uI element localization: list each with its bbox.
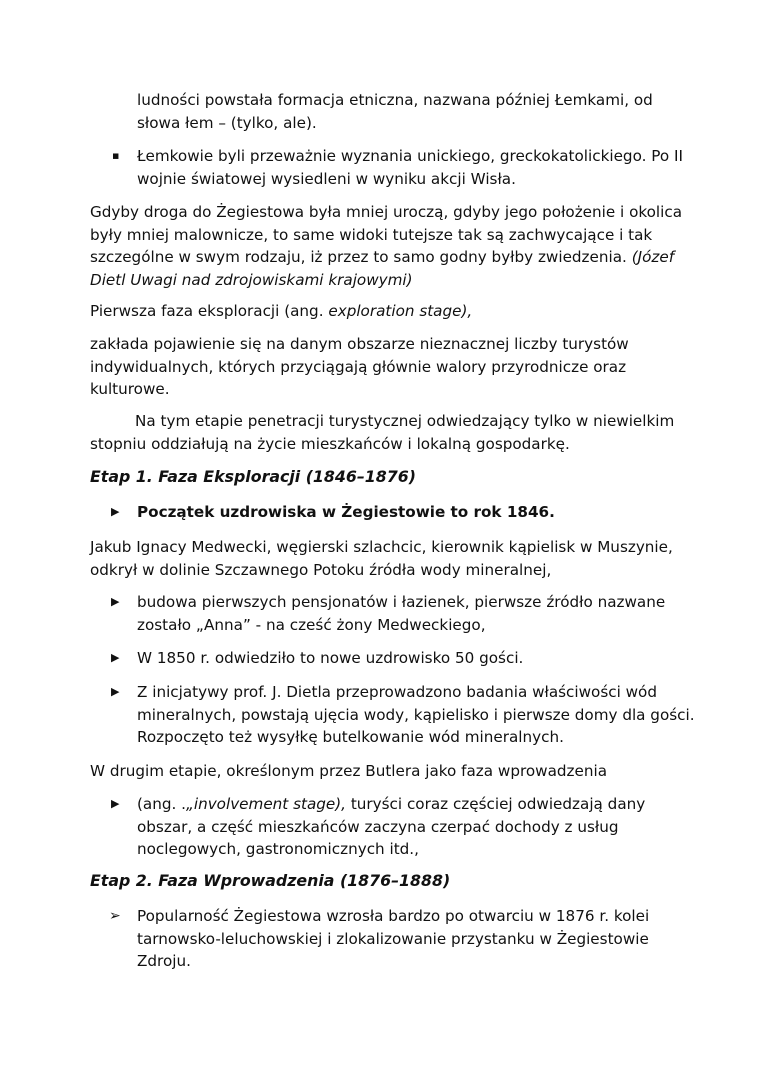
paragraph-text: zakłada pojawienie się na danym obszarze nieznacznej liczby turystów indywidualnych, których przyciągają głównie walory przyrodnicze oraz kulturowe. — [90, 335, 629, 398]
bullet-text: Początek uzdrowiska w Żegiestowie to rok 1846. — [137, 503, 555, 521]
bullet-1850-visitors — [111, 647, 697, 670]
arrow-bullet-icon: ▶ — [111, 651, 120, 664]
bullet-text: Popularność Żegiestowa wzrosła bardzo po otwarciu w 1876 r. kolei tarnowsko-leluchowskiej i zlokalizowanie przystanku w Żegiestowie Zdroju. — [137, 907, 650, 970]
bullet-first-pensions — [111, 591, 697, 636]
arrow-bullet-icon: ▶ — [111, 685, 120, 698]
bullet-text: W 1850 r. odwiedziło to nowe uzdrowisko 50 gości. — [137, 649, 524, 667]
bullet-lemkos-religion — [112, 145, 697, 190]
heading-stage-2: Etap 2. Faza Wprowadzenia (1876–1888) — [90, 871, 451, 890]
bullet-involvement-stage — [111, 793, 697, 861]
paragraph-penetration-stage — [90, 410, 690, 455]
bullet-railway-popularity — [109, 905, 697, 973]
paragraph-exploration-description — [90, 333, 690, 401]
paragraph-dietl-quote — [90, 201, 690, 291]
term-exploration-stage: exploration stage), — [328, 302, 473, 320]
bullet-text: Z inicjatywy prof. J. Dietla przeprowadzono badania właściwości wód mineralnych, powstają ujęcia wody, kąpielisko i pierwsze domy dla gości. Rozpoczęto też wysyłkę butelkowanie wód mineralnych. — [137, 683, 695, 746]
arrow-bullet-icon: ▶ — [111, 505, 120, 518]
paragraph-text: Jakub Ignacy Medwecki, węgierski szlachcic, kierownik kąpielisk w Muszynie, odkrył w dolinie Szczawnego Potoku źródła wody mineralnej, — [90, 538, 673, 579]
heading-stage-1: Etap 1. Faza Eksploracji (1846–1876) — [90, 467, 416, 486]
bullet-dietl-research — [111, 681, 697, 749]
bullet-spa-beginning — [111, 501, 697, 524]
paragraph-second-stage — [90, 760, 690, 783]
square-bullet-icon: ▪ — [112, 149, 120, 162]
arrow-bullet-icon: ▶ — [111, 797, 120, 810]
paragraph-lemkos-origin — [137, 89, 697, 134]
bullet-text: Łemkowie byli przeważnie wyznania unickiego, greckokatolickiego. Po II wojnie światowej wysiedleni w wyniku akcji Wisła. — [137, 147, 683, 188]
quote-citation: (Józef Dietl Uwagi nad zdrojowiskami krajowymi) — [90, 248, 675, 289]
paragraph-text: Pierwsza faza eksploracji (ang. — [90, 302, 324, 320]
bullet-text: turyści coraz częściej odwiedzają dany obszar, a część mieszkańców zaczyna czerpać dochody z usług noclegowych, gastronomicznych itd., — [137, 795, 646, 858]
quote-text: Gdyby droga do Żegiestowa była mniej uroczą, gdyby jego położenie i okolica były mniej malownicze, to same widoki tutejsze tak są zachwycające i tak szczególne w swym rodzaju, iż przez to samo godny byłby zwiedzenia. — [90, 203, 683, 266]
paragraph-text: Na tym etapie penetracji turystycznej odwiedzający tylko w niewielkim stopniu oddziałują na życie mieszkańców i lokalną gospodarkę. — [90, 412, 675, 453]
paragraph-text: W drugim etapie, określonym przez Butlera jako faza wprowadzenia — [90, 762, 608, 780]
paragraph-medwecki — [90, 536, 690, 581]
bullet-text: budowa pierwszych pensjonatów i łazienek, pierwsze źródło nazwane zostało „Anna” - na cześć żony Medweckiego, — [137, 593, 666, 634]
bullet-prefix: (ang. . — [137, 795, 186, 813]
arrow-bullet-icon: ▶ — [111, 595, 120, 608]
paragraph-text: ludności powstała formacja etniczna, nazwana później Łemkami, od słowa łem – (tylko, ale). — [137, 91, 653, 132]
term-involvement-stage: „involvement stage), — [185, 795, 346, 813]
paragraph-exploration-intro — [90, 300, 690, 323]
chevron-bullet-icon: ➢ — [109, 908, 121, 924]
